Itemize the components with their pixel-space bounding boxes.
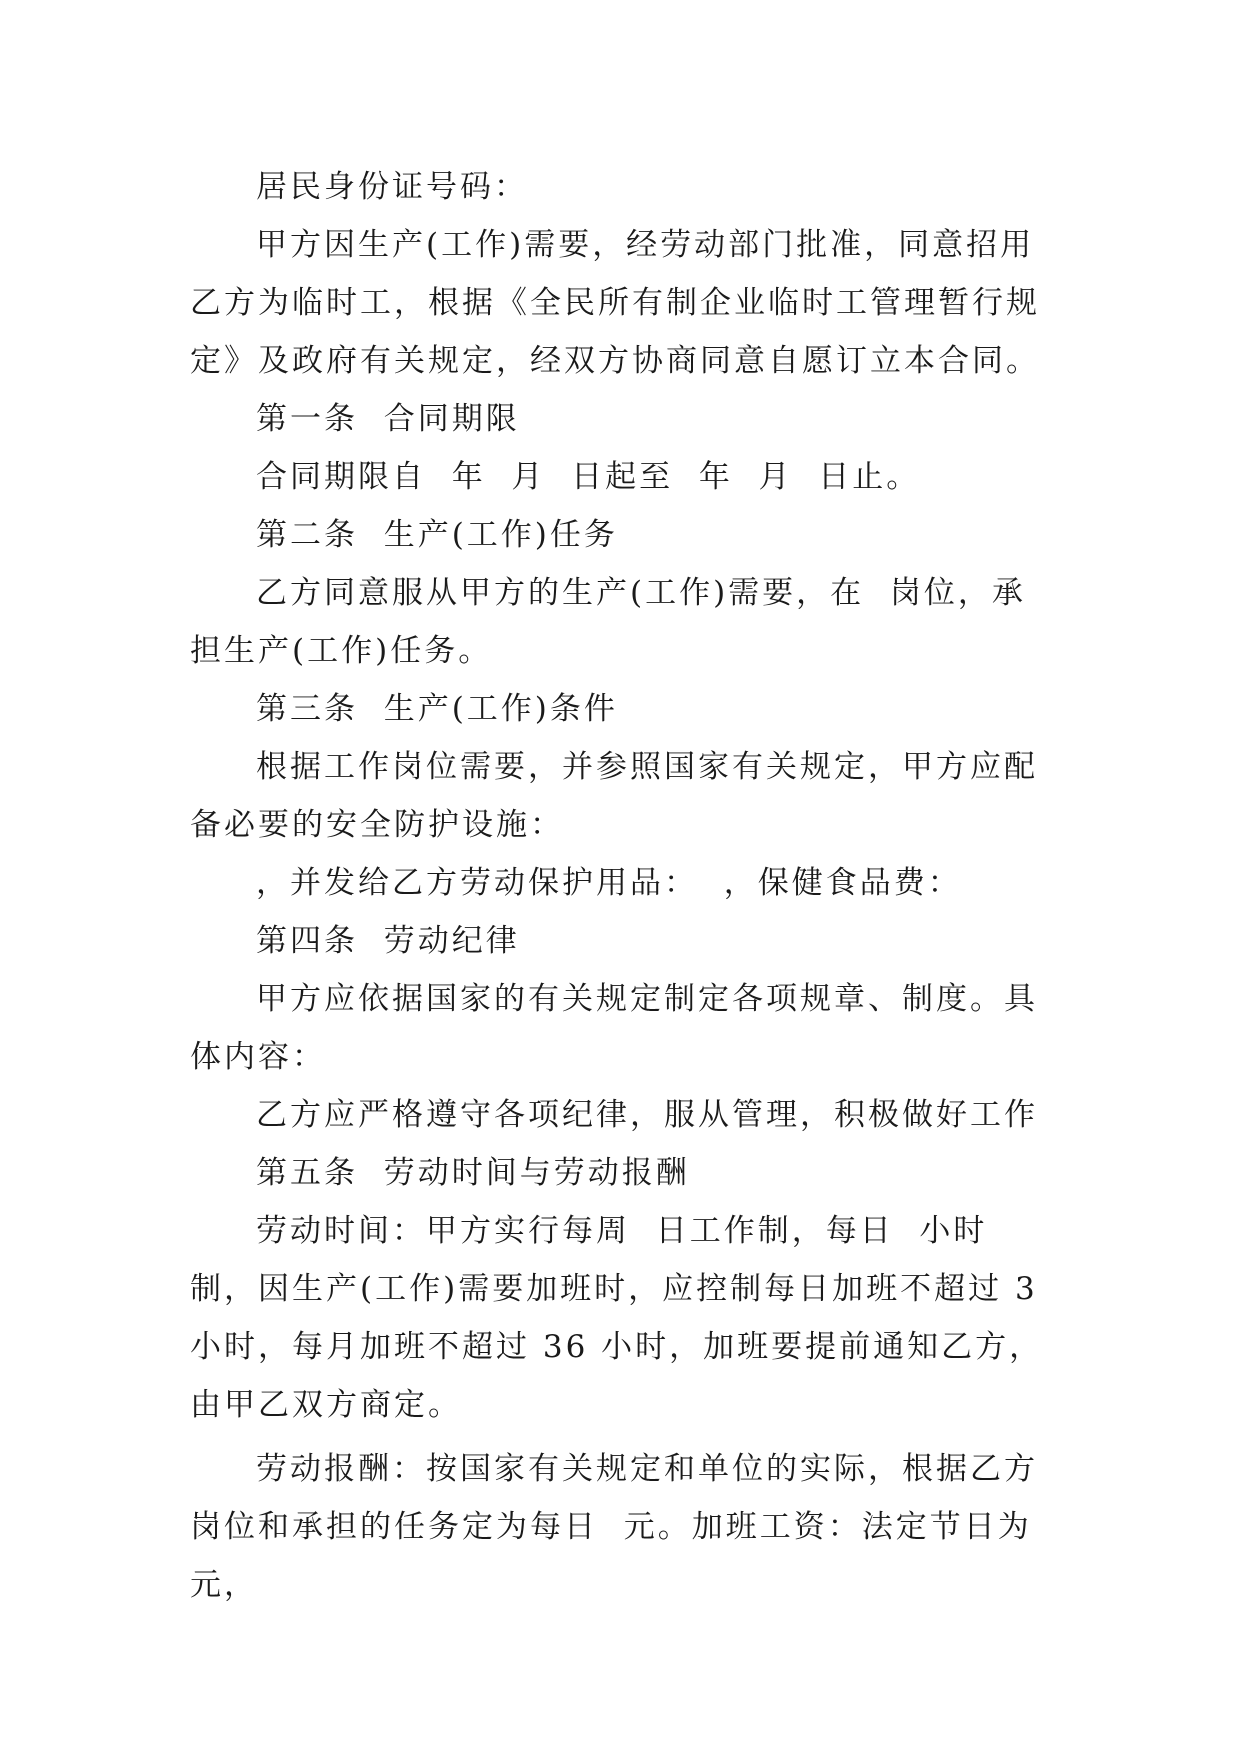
article-5-heading: 第五条 劳动时间与劳动报酬: [256, 1155, 690, 1191]
document-body: [190, 158, 1051, 1614]
id-number-line: 居民身份证号码：: [256, 169, 528, 205]
article-4-heading: 第四条 劳动纪律: [256, 923, 520, 959]
preamble-paragraph: 甲方因生产(工作)需要，经劳动部门批准，同意招用乙方为临时工，根据《全民所有制企业临时工管理暂行规定》及政府有关规定，经双方协商同意自愿订立本合同。: [190, 227, 1040, 379]
article-4-body: 甲方应依据国家的有关规定制定各项规章、制度。具体内容：: [190, 981, 1038, 1075]
article-3-body: 根据工作岗位需要，并参照国家有关规定，甲方应配备必要的安全防护设施：: [190, 749, 1038, 843]
article-3-heading: 第三条 生产(工作)条件: [256, 691, 618, 727]
article-5-hours-paragraph: 劳动时间：甲方实行每周 日工作制，每日 小时制，因生产(工作)需要加班时，应控制每日加班不超过 3 小时，每月加班不超过 36 小时，加班要提前通知乙方，由甲乙双方商定。: [190, 1213, 1051, 1423]
article-3-supplies-line: ，并发给乙方劳动保护用品： ，保健食品费：: [256, 865, 962, 901]
article-2-body: 乙方同意服从甲方的生产(工作)需要，在 岗位，承担生产(工作)任务。: [190, 575, 1026, 669]
article-1-body: 合同期限自 年 月 日起至 年 月 日止。: [256, 459, 921, 495]
article-1-heading: 第一条 合同期限: [256, 401, 520, 437]
article-4-discipline-line: 乙方应严格遵守各项纪律，服从管理，积极做好工作: [256, 1097, 1038, 1133]
article-2-heading: 第二条 生产(工作)任务: [256, 517, 618, 553]
article-5-pay-paragraph: 劳动报酬：按国家有关规定和单位的实际，根据乙方岗位和承担的任务定为每日 元。加班工资：法定节日为元，: [190, 1451, 1038, 1603]
